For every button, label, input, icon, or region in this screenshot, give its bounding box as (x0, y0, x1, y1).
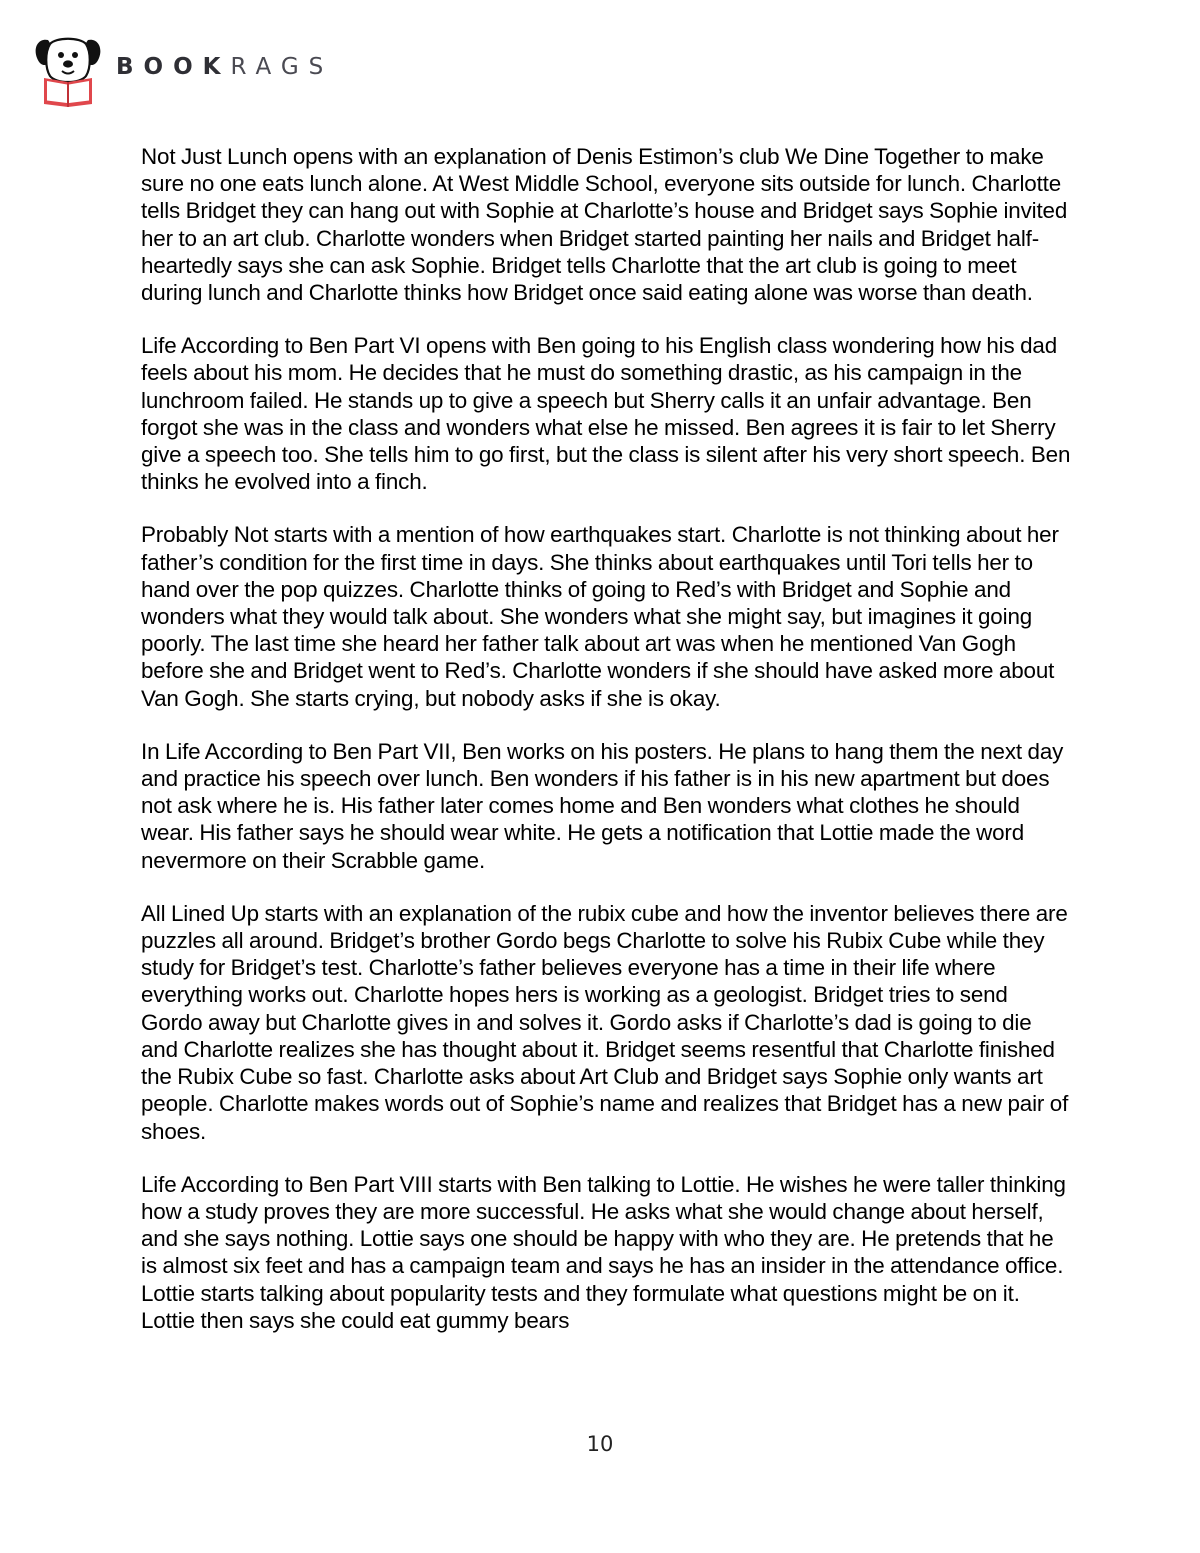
paragraph: Probably Not starts with a mention of how earthquakes start. Charlotte is not thinking about her father’s condition for the first time in days. She thinks about earthquakes until Tori tells her to hand over the pop quizzes. Charlotte thinks of going to Red’s with Bridget and Sophie and wonders what they would talk about. She wonders what she might say, but imagines it going poorly. The last time she heard her father talk about art was when he mentioned Van Gogh before she and Bridget went to Red’s. Charlotte wonders if she should have asked more about Van Gogh. She starts crying, but nobody asks if she is okay. (141, 522, 1059, 711)
page-header (34, 34, 354, 108)
paragraph: In Life According to Ben Part VII, Ben works on his posters. He plans to hang them the next day and practice his speech over lunch. Ben wonders if his father is in his new apartment but does not ask where he is. His father later comes home and Ben wonders what clothes he should wear. His father says he should wear white. He gets a notification that Lottie made the word nevermore on their Scrabble game. (141, 738, 1064, 873)
paragraph: Life According to Ben Part VI opens with Ben going to his English class wondering how his dad feels about his mom. He decides that he must do something drastic, as his campaign in the lunchroom failed. He stands up to give a speech but Sherry calls it an unfair advantage. Ben forgot she was in the class and wonders what else he missed. Ben agrees it is fair to let Sherry give a speech too. She tells him to go first, but the class is silent after his very short speech. Ben thinks he evolved into a finch. (141, 333, 1071, 495)
brand-wordmark (116, 54, 333, 80)
brand-wordmark-light: RAGS (230, 54, 334, 80)
summary-body (141, 143, 1071, 1360)
paragraph: Not Just Lunch opens with an explanation of Denis Estimon’s club We Dine Together to make sure no one eats lunch alone. At West Middle School, everyone sits outside for lunch. Charlotte tells Bridget they can hang out with Sophie at Charlotte’s house and Bridget says Sophie invited her to an art club. Charlotte wonders when Bridget started painting her nails and Bridget half-heartedly says she can ask Sophie. Bridget tells Charlotte that the art club is going to meet during lunch and Charlotte thinks how Bridget once said eating alone was worse than death. (141, 144, 1068, 306)
paragraph: All Lined Up starts with an explanation of the rubix cube and how the inventor believes there are puzzles all around. Bridget’s brother Gordo begs Charlotte to solve his Rubix Cube while they study for Bridget’s test. Charlotte’s father believes everyone has a time in their life where everything works out. Charlotte hopes hers is working as a geologist. Bridget tries to send Gordo away but Charlotte gives in and solves it. Gordo asks if Charlotte’s dad is going to die and Charlotte realizes she has thought about it. Bridget seems resentful that Charlotte finished the Rubix Cube so fast. Charlotte asks about Art Club and Bridget says Sophie only wants art people. Charlotte makes words out of Sophie’s name and realizes that Bridget has a new pair of shoes. (141, 900, 1069, 1144)
paragraph: Life According to Ben Part VIII starts with Ben talking to Lottie. He wishes he were taller thinking how a study proves they are more successful. He asks what she would change about herself, and she says nothing. Lottie says one should be happy with who they are. He pretends that he is almost six feet and has a campaign team and says he has an insider in the attendance office. Lottie starts talking about popularity tests and they formulate what questions might be on it. Lottie then says she could eat gummy bears (141, 1171, 1066, 1333)
brand-wordmark-bold: BOOK (116, 54, 231, 80)
dog-with-book-icon (34, 34, 102, 108)
page-number: 10 (586, 1432, 614, 1456)
